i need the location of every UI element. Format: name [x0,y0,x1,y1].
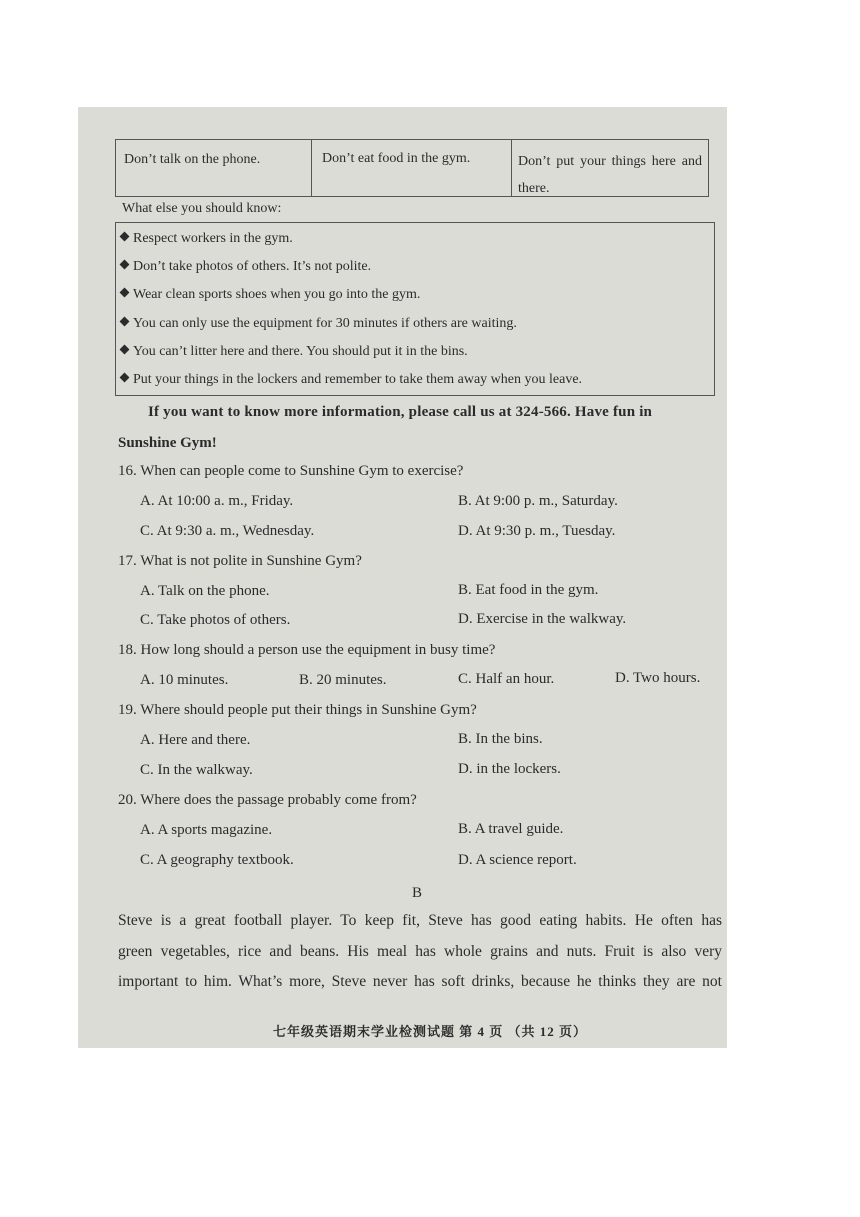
know-item: Respect workers in the gym. [121,231,293,247]
diamond-bullet-icon [120,373,130,383]
passage-line: Steve is a great football player. To keep fit, Steve has good eating habits. He often has [118,912,722,929]
question-16-stem: 16. When can people come to Sunshine Gym to exercise? [118,463,464,479]
question-18-option-c: C. Half an hour. [458,671,555,687]
question-20-option-d: D. A science report. [458,852,577,868]
info-line-1: If you want to know more information, please call us at 324-566. Have fun in [148,404,653,420]
know-item: Put your things in the lockers and remember to take them away when you leave. [121,372,582,388]
exam-page [78,107,727,1048]
passage-line: important to him. What’s more, Steve never has soft drinks, because he thinks they are not [118,973,722,990]
passage-line: green vegetables, rice and beans. His meal has whole grains and nuts. Fruit is also very [118,943,722,960]
question-18-stem: 18. How long should a person use the equipment in busy time? [118,642,496,658]
question-17-stem: 17. What is not polite in Sunshine Gym? [118,553,362,569]
question-18-option-b: B. 20 minutes. [299,672,387,688]
know-label: What else you should know: [122,201,282,216]
know-item: Don’t take photos of others. It’s not polite. [121,259,371,275]
diamond-bullet-icon [120,232,130,242]
question-19-option-d: D. in the lockers. [458,761,561,777]
question-19-option-a: A. Here and there. [140,732,251,748]
question-17-option-c: C. Take photos of others. [140,612,291,628]
question-19-option-c: C. In the walkway. [140,762,253,778]
page-footer: 七年级英语期末学业检测试题 第 4 页 （共 12 页） [273,1024,588,1039]
question-20-stem: 20. Where does the passage probably come from? [118,792,417,808]
question-20-option-b: B. A travel guide. [458,821,564,837]
diamond-bullet-icon [120,345,130,355]
rules-cell-things: Don’t put your things here and there. [518,154,702,196]
diamond-bullet-icon [120,317,130,327]
question-20-option-a: A. A sports magazine. [140,822,273,838]
question-18-option-d: D. Two hours. [615,670,701,686]
rules-cell-phone: Don’t talk on the phone. [116,140,312,196]
question-16-option-d: D. At 9:30 p. m., Tuesday. [458,523,616,539]
question-20-option-c: C. A geography textbook. [140,852,294,868]
section-b-heading: B [412,885,423,901]
rules-table [115,139,709,197]
diamond-bullet-icon [120,260,130,270]
question-16-option-c: C. At 9:30 a. m., Wednesday. [140,523,315,539]
know-item: You can only use the equipment for 30 minutes if others are waiting. [121,316,517,332]
question-17-option-a: A. Talk on the phone. [140,583,270,599]
know-item: Wear clean sports shoes when you go into the gym. [121,287,420,303]
diamond-bullet-icon [120,288,130,298]
know-box [115,222,715,396]
question-17-option-d: D. Exercise in the walkway. [458,611,627,627]
info-line-2: Sunshine Gym! [118,435,217,451]
question-19-stem: 19. Where should people put their things in Sunshine Gym? [118,702,477,718]
know-item: You can’t litter here and there. You should put it in the bins. [121,344,468,360]
question-19-option-b: B. In the bins. [458,731,543,747]
rules-cell-food: Don’t eat food in the gym. [312,140,512,196]
question-17-option-b: B. Eat food in the gym. [458,582,599,598]
question-16-option-b: B. At 9:00 p. m., Saturday. [458,493,618,509]
question-18-option-a: A. 10 minutes. [140,672,229,688]
question-16-option-a: A. At 10:00 a. m., Friday. [140,493,294,509]
